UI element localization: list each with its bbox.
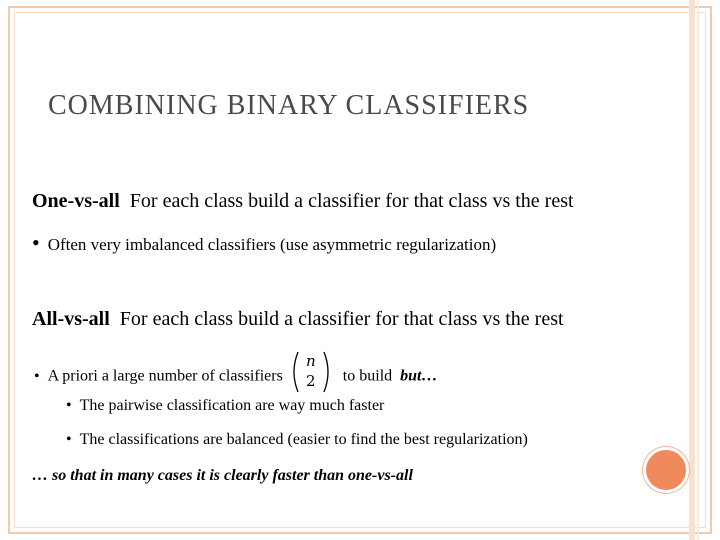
one-vs-all-note: Often very imbalanced classifiers (use asymmetric regularization) xyxy=(47,235,497,254)
decorative-vertical-line xyxy=(697,0,699,540)
all-vs-all-text: For each class build a classifier for that class vs the rest xyxy=(119,308,564,330)
decorative-circle xyxy=(643,447,689,493)
bullet-icon: • xyxy=(66,397,72,414)
one-vs-all-bullet xyxy=(32,230,496,256)
one-vs-all-line xyxy=(32,190,574,213)
binomial-bottom: 2 xyxy=(306,372,316,390)
pairwise-bullet xyxy=(66,397,384,415)
conclusion-text: … so that in many cases it is clearly faster than one-vs-all xyxy=(32,467,413,484)
one-vs-all-text: For each class build a classifier for that class vs the rest xyxy=(129,190,574,212)
balanced-bullet xyxy=(66,431,528,449)
but-text: but… xyxy=(400,367,438,385)
decorative-vertical-bar xyxy=(689,0,695,540)
balanced-text: The classifications are balanced (easier to find the best regularization) xyxy=(79,431,528,448)
bullet-icon: • xyxy=(34,367,40,385)
to-build-text: to build xyxy=(342,367,393,385)
slide-title: COMBINING BINARY CLASSIFIERS xyxy=(48,90,530,121)
all-vs-all-term: All-vs-all xyxy=(32,308,110,330)
bullet-icon: • xyxy=(66,431,72,448)
pairwise-text: The pairwise classification are way much faster xyxy=(79,397,385,414)
one-vs-all-term: One-vs-all xyxy=(32,190,120,212)
bullet-icon: • xyxy=(32,230,40,255)
a-priori-bullet xyxy=(34,352,438,394)
binomial-coefficient xyxy=(289,350,333,394)
all-vs-all-line xyxy=(32,308,564,331)
binomial-top: n xyxy=(305,352,316,370)
a-priori-text: A priori a large number of classifiers xyxy=(47,367,283,385)
